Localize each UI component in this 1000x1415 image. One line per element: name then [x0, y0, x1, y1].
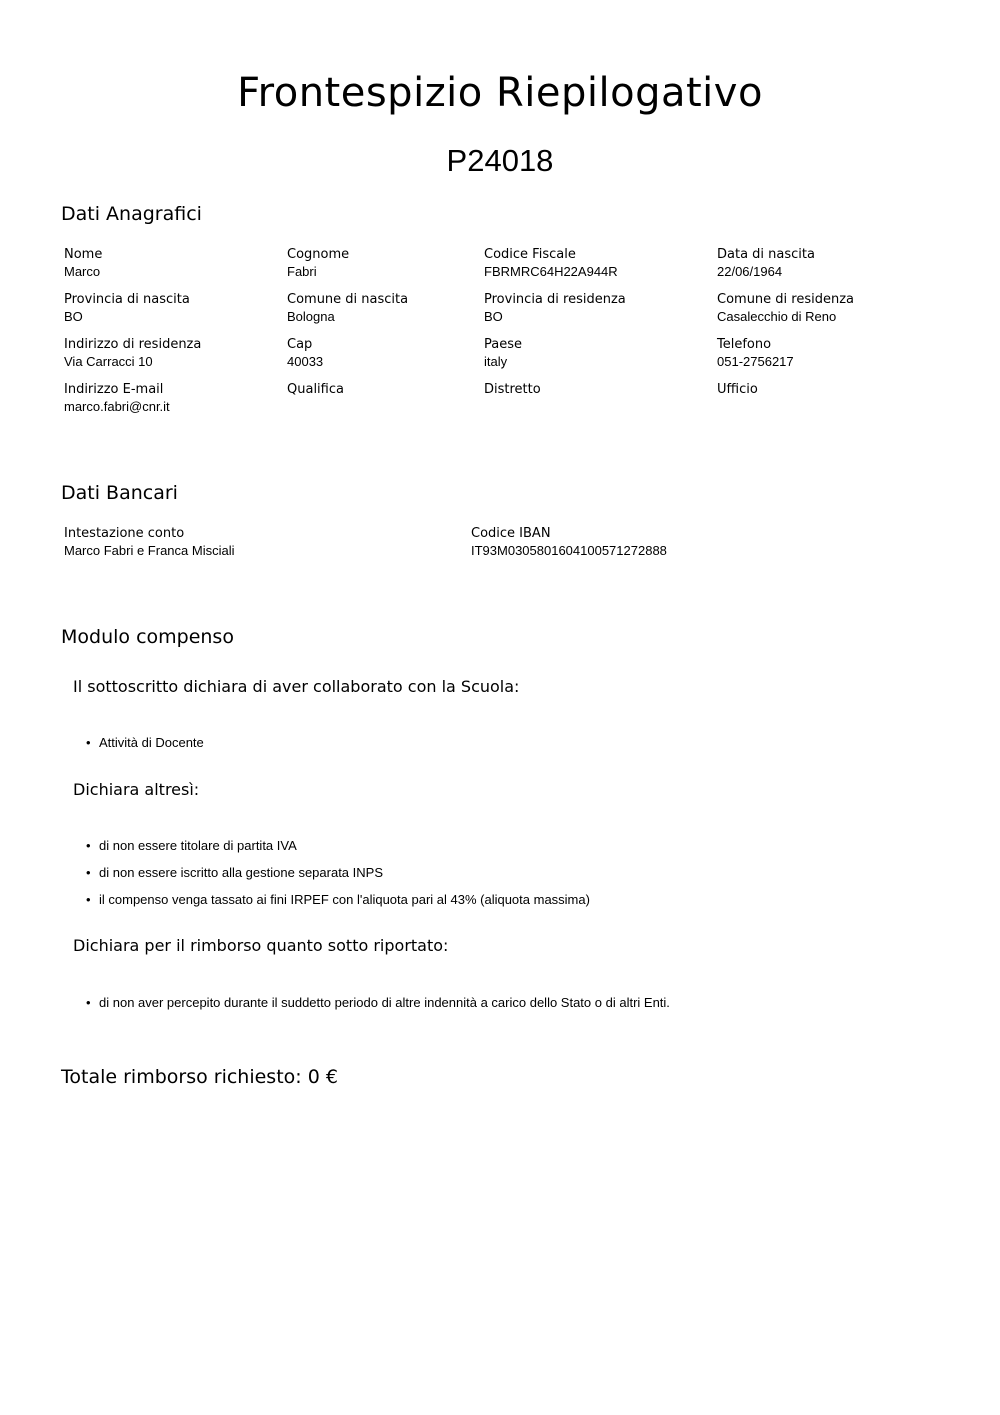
field-cognome — [287, 246, 507, 280]
field-value: FBRMRC64H22A944R — [484, 264, 618, 279]
page-title: Frontespizio Riepilogativo — [237, 70, 763, 116]
field-qualifica — [287, 381, 507, 398]
field-comune-nascita — [287, 291, 507, 325]
bullet-icon: • — [86, 892, 91, 907]
field-comune-residenza — [717, 291, 937, 325]
field-value: BO — [484, 309, 503, 324]
field-value: BO — [64, 309, 83, 324]
field-paese — [484, 336, 704, 370]
field-label: Cap — [287, 337, 313, 352]
field-codice-iban — [471, 525, 831, 559]
altresi-list — [86, 837, 590, 918]
field-value: italy — [484, 354, 508, 369]
field-label: Cognome — [287, 247, 350, 262]
field-value: 22/06/1964 — [717, 264, 783, 279]
field-value: Marco Fabri e Franca Misciali — [64, 543, 235, 558]
field-value: Marco — [64, 264, 101, 279]
field-label: Distretto — [484, 382, 541, 397]
field-label: Nome — [64, 247, 103, 262]
field-provincia-nascita — [64, 291, 284, 325]
field-intestazione-conto — [64, 525, 424, 559]
field-cap — [287, 336, 507, 370]
bullet-icon: • — [86, 838, 91, 853]
section-heading-compenso: Modulo compenso — [61, 626, 234, 648]
list-item: • di non essere titolare di partita IVA — [86, 838, 297, 853]
field-label: Paese — [484, 337, 522, 352]
field-telefono — [717, 336, 937, 370]
field-label: Indirizzo E-mail — [64, 382, 164, 397]
sub-heading-collaborazione: Il sottoscritto dichiara di aver collaborato con la Scuola: — [73, 677, 520, 696]
field-value: 40033 — [287, 354, 324, 369]
list-item: • di non essere iscritto alla gestione separata INPS — [86, 865, 383, 880]
field-provincia-residenza — [484, 291, 704, 325]
list-item: • Attività di Docente — [86, 735, 204, 750]
field-codice-fiscale — [484, 246, 704, 280]
field-value: Fabri — [287, 264, 317, 279]
document-code: P24018 — [446, 143, 554, 178]
field-nome — [64, 246, 284, 280]
field-label: Ufficio — [717, 382, 758, 397]
list-item: • di non aver percepito durante il suddetto periodo di altre indennità a carico dello Stato o di altri Enti. — [86, 995, 670, 1010]
bullet-icon: • — [86, 995, 91, 1010]
field-label: Indirizzo di residenza — [64, 337, 202, 352]
field-value: Via Carracci 10 — [64, 354, 153, 369]
field-label: Provincia di nascita — [64, 292, 190, 307]
field-value: Casalecchio di Reno — [717, 309, 837, 324]
field-label: Intestazione conto — [64, 526, 185, 541]
bullet-icon: • — [86, 865, 91, 880]
totale-rimborso: Totale rimborso richiesto: 0 € — [61, 1066, 338, 1088]
rimborso-list — [86, 994, 670, 1021]
field-indirizzo-residenza — [64, 336, 284, 370]
field-value: IT93M0305801604100571272888 — [471, 543, 667, 558]
section-heading-bancari: Dati Bancari — [61, 482, 178, 504]
field-ufficio — [717, 381, 937, 398]
field-distretto — [484, 381, 704, 398]
field-value: marco.fabri@cnr.it — [64, 399, 170, 414]
sub-heading-rimborso: Dichiara per il rimborso quanto sotto riportato: — [73, 936, 449, 955]
field-label: Codice IBAN — [471, 526, 551, 541]
field-label: Telefono — [717, 337, 772, 352]
field-label: Data di nascita — [717, 247, 815, 262]
field-label: Codice Fiscale — [484, 247, 576, 262]
collaborazione-list — [86, 734, 204, 761]
section-heading-anagrafici: Dati Anagrafici — [61, 203, 202, 225]
field-data-nascita — [717, 246, 937, 280]
field-label: Qualifica — [287, 382, 344, 397]
field-label: Provincia di residenza — [484, 292, 626, 307]
field-label: Comune di residenza — [717, 292, 855, 307]
field-value: 051-2756217 — [717, 354, 794, 369]
field-email — [64, 381, 284, 415]
bullet-icon: • — [86, 735, 91, 750]
sub-heading-altresi: Dichiara altresì: — [73, 780, 200, 799]
list-item: • il compenso venga tassato ai fini IRPEF con l'aliquota pari al 43% (aliquota massima) — [86, 892, 590, 907]
field-label: Comune di nascita — [287, 292, 409, 307]
field-value: Bologna — [287, 309, 335, 324]
